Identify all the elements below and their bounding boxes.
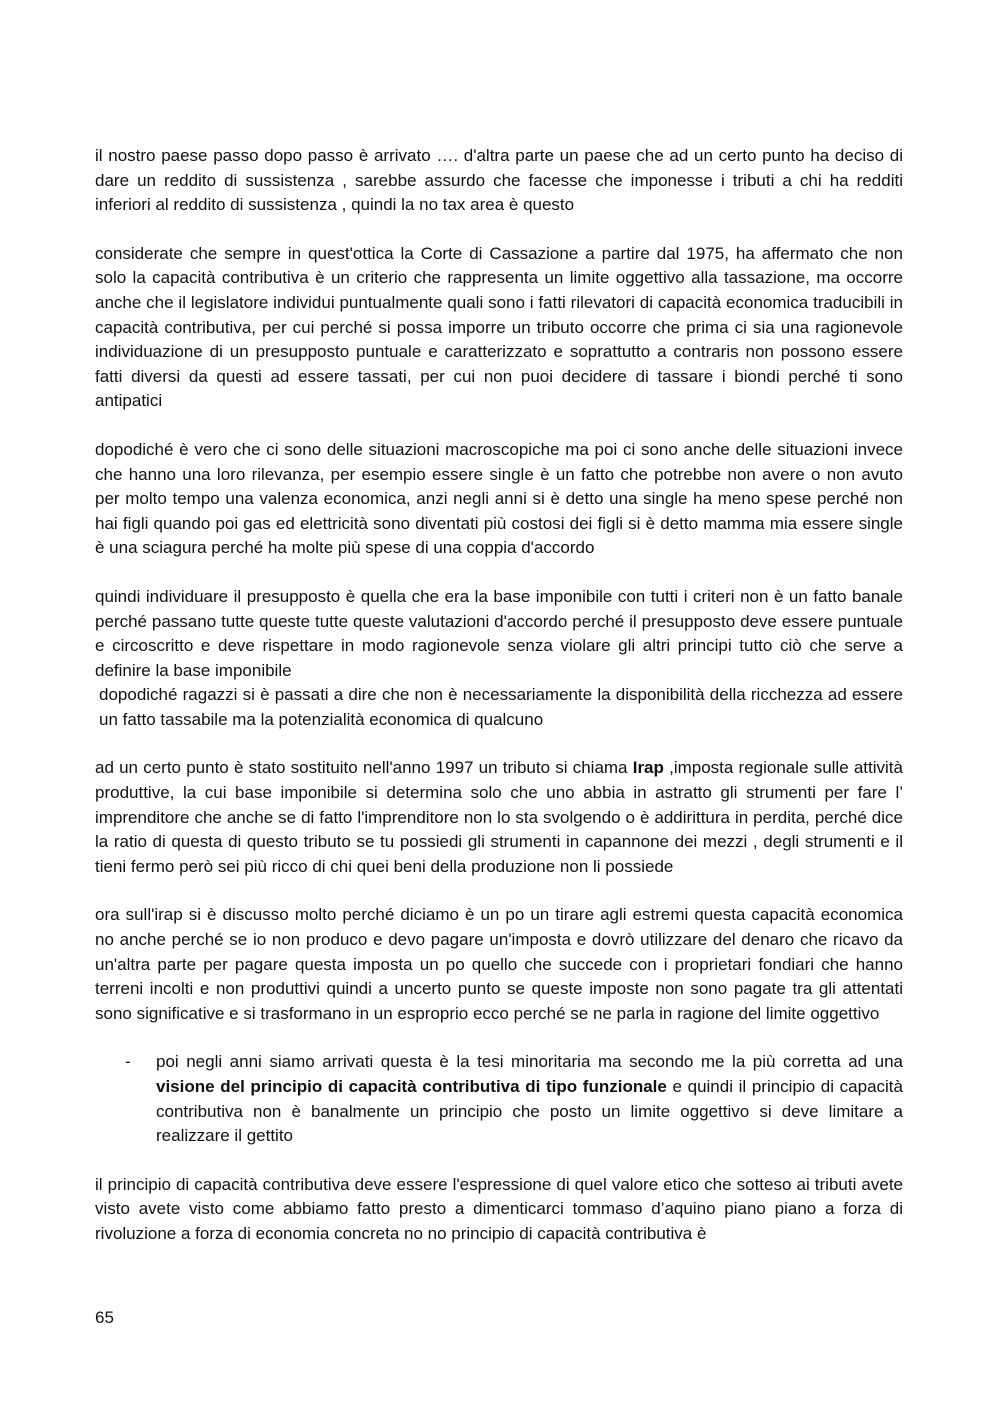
irap-text-after: ,imposta regionale sulle attività produttive, la cui base imponibile si determina solo che uno abbia in astratto gli strumenti per fare l’ imprenditore che anche se di fatto l'imprenditore non lo sta svolgendo o è addirittura in perdita, perché dice la ratio di questa di questo tributo se tu possiedi gli strumenti in capannone dei mezzi , degli strumenti e il tieni fermo però sei più ricco di chi quei beni della produzione non li possiede <box>95 758 903 876</box>
paragraph-valore-etico: il principio di capacità contributiva deve essere l'espressione di quel valore etico che sotteso ai tributi avete visto avete visto come abbiamo fatto presto a dimenticarci tommaso d’aquino piano piano a forza di rivoluzione a forza di economia concreta no no principio di capacità contributiva è <box>95 1174 903 1243</box>
irap-text-before: ad un certo punto è stato sostituito nell'anno 1997 un tributo si chiama <box>95 758 633 778</box>
bullet-dash: - <box>125 1052 131 1072</box>
page-number: 65 <box>95 1308 114 1327</box>
paragraph-presupposto: quindi individuare il presupposto è quella che era la base imponibile con tutti i criteri non è un fatto banale perché passano tutte queste tutte queste valutazioni d'accordo perché il presupposto deve essere puntuale e circoscritto e deve rispettare in modo ragionevole senza violare gli altri principi tutto ciò che serve a definire la base imponibile <box>95 586 903 680</box>
irap-bold-term: Irap <box>632 758 664 778</box>
paragraph-irap <box>95 756 903 879</box>
bullet-text-after: e quindi il principio di capacità contributiva non è banalmente un principio che posto un limite oggettivo si deve limitare a realizzare il gettito <box>156 1077 903 1146</box>
paragraph-situazioni-macroscopiche: dopodiché è vero che ci sono delle situazioni macroscopiche ma poi ci sono anche delle situazioni invece che hanno una loro rilevanza, per esempio essere single è un fatto che potrebbe non avere o non avuto per molto tempo una valenza economica, anzi negli anni si è detto una single ha meno spese perché non hai figli quando poi gas ed elettricità sono diventati più costosi dei figli si è detto mamma mia essere single è una sciagura perché ha molte più spese di una coppia d'accordo <box>95 439 903 558</box>
paragraph-potenzialita-economica: dopodiché ragazzi si è passati a dire che non è necessariamente la disponibilità della ricchezza ad essere un fatto tassabile ma la potenzialità economica di qualcuno <box>99 685 903 729</box>
paragraph-no-tax-area: il nostro paese passo dopo passo è arrivato …. d'altra parte un paese che ad un certo punto ha deciso di dare un reddito di sussistenza , sarebbe assurdo che facesse che imponesse i tributi a chi ha redditi inferiori al reddito di sussistenza , quindi la no tax area è questo <box>95 146 903 215</box>
paragraph-corte-cassazione: considerate che sempre in quest'ottica la Corte di Cassazione a partire dal 1975, ha affermato che non solo la capacità contributiva è un criterio che rappresenta un limite oggettivo alla tassazione, ma occorre anche che il legislatore individui puntualmente quali sono i fatti rilevatori di capacità economica traducibili in capacità contributiva, per cui perché si possa imporre un tributo occorre che prima ci sia una ragionevole individuazione di un presupposto puntuale e caratterizzato e soprattutto a contraris non possono essere fatti diversi da questi ad essere tassati, per cui non puoi decidere di tassare i biondi perché ti sono antipatici <box>95 243 903 411</box>
bullet-bold-phrase: visione del principio di capacità contributiva di tipo funzionale <box>156 1077 667 1096</box>
document-body <box>95 144 903 1247</box>
bullet-item-visione-funzionale <box>95 1050 903 1148</box>
paragraph-irap-discussion: ora sull'irap si è discusso molto perché diciamo è un po un tirare agli estremi questa capacità economica no anche perché se io non produco e devo pagare un'imposta e dovrò utilizzare del denaro che ricavo da un'altra parte per pagare questa imposta un po quello che succede con i proprietari fondiari che hanno terreni incolti e non produttivi quindi a uncerto punto se queste imposte non sono pagate tra gli attentati sono significative e si trasformano in un esproprio ecco perché se ne parla in ragione del limite oggettivo <box>95 905 903 1023</box>
bullet-text-before: poi negli anni siamo arrivati questa è la tesi minoritaria ma secondo me la più corretta ad una <box>156 1052 903 1072</box>
